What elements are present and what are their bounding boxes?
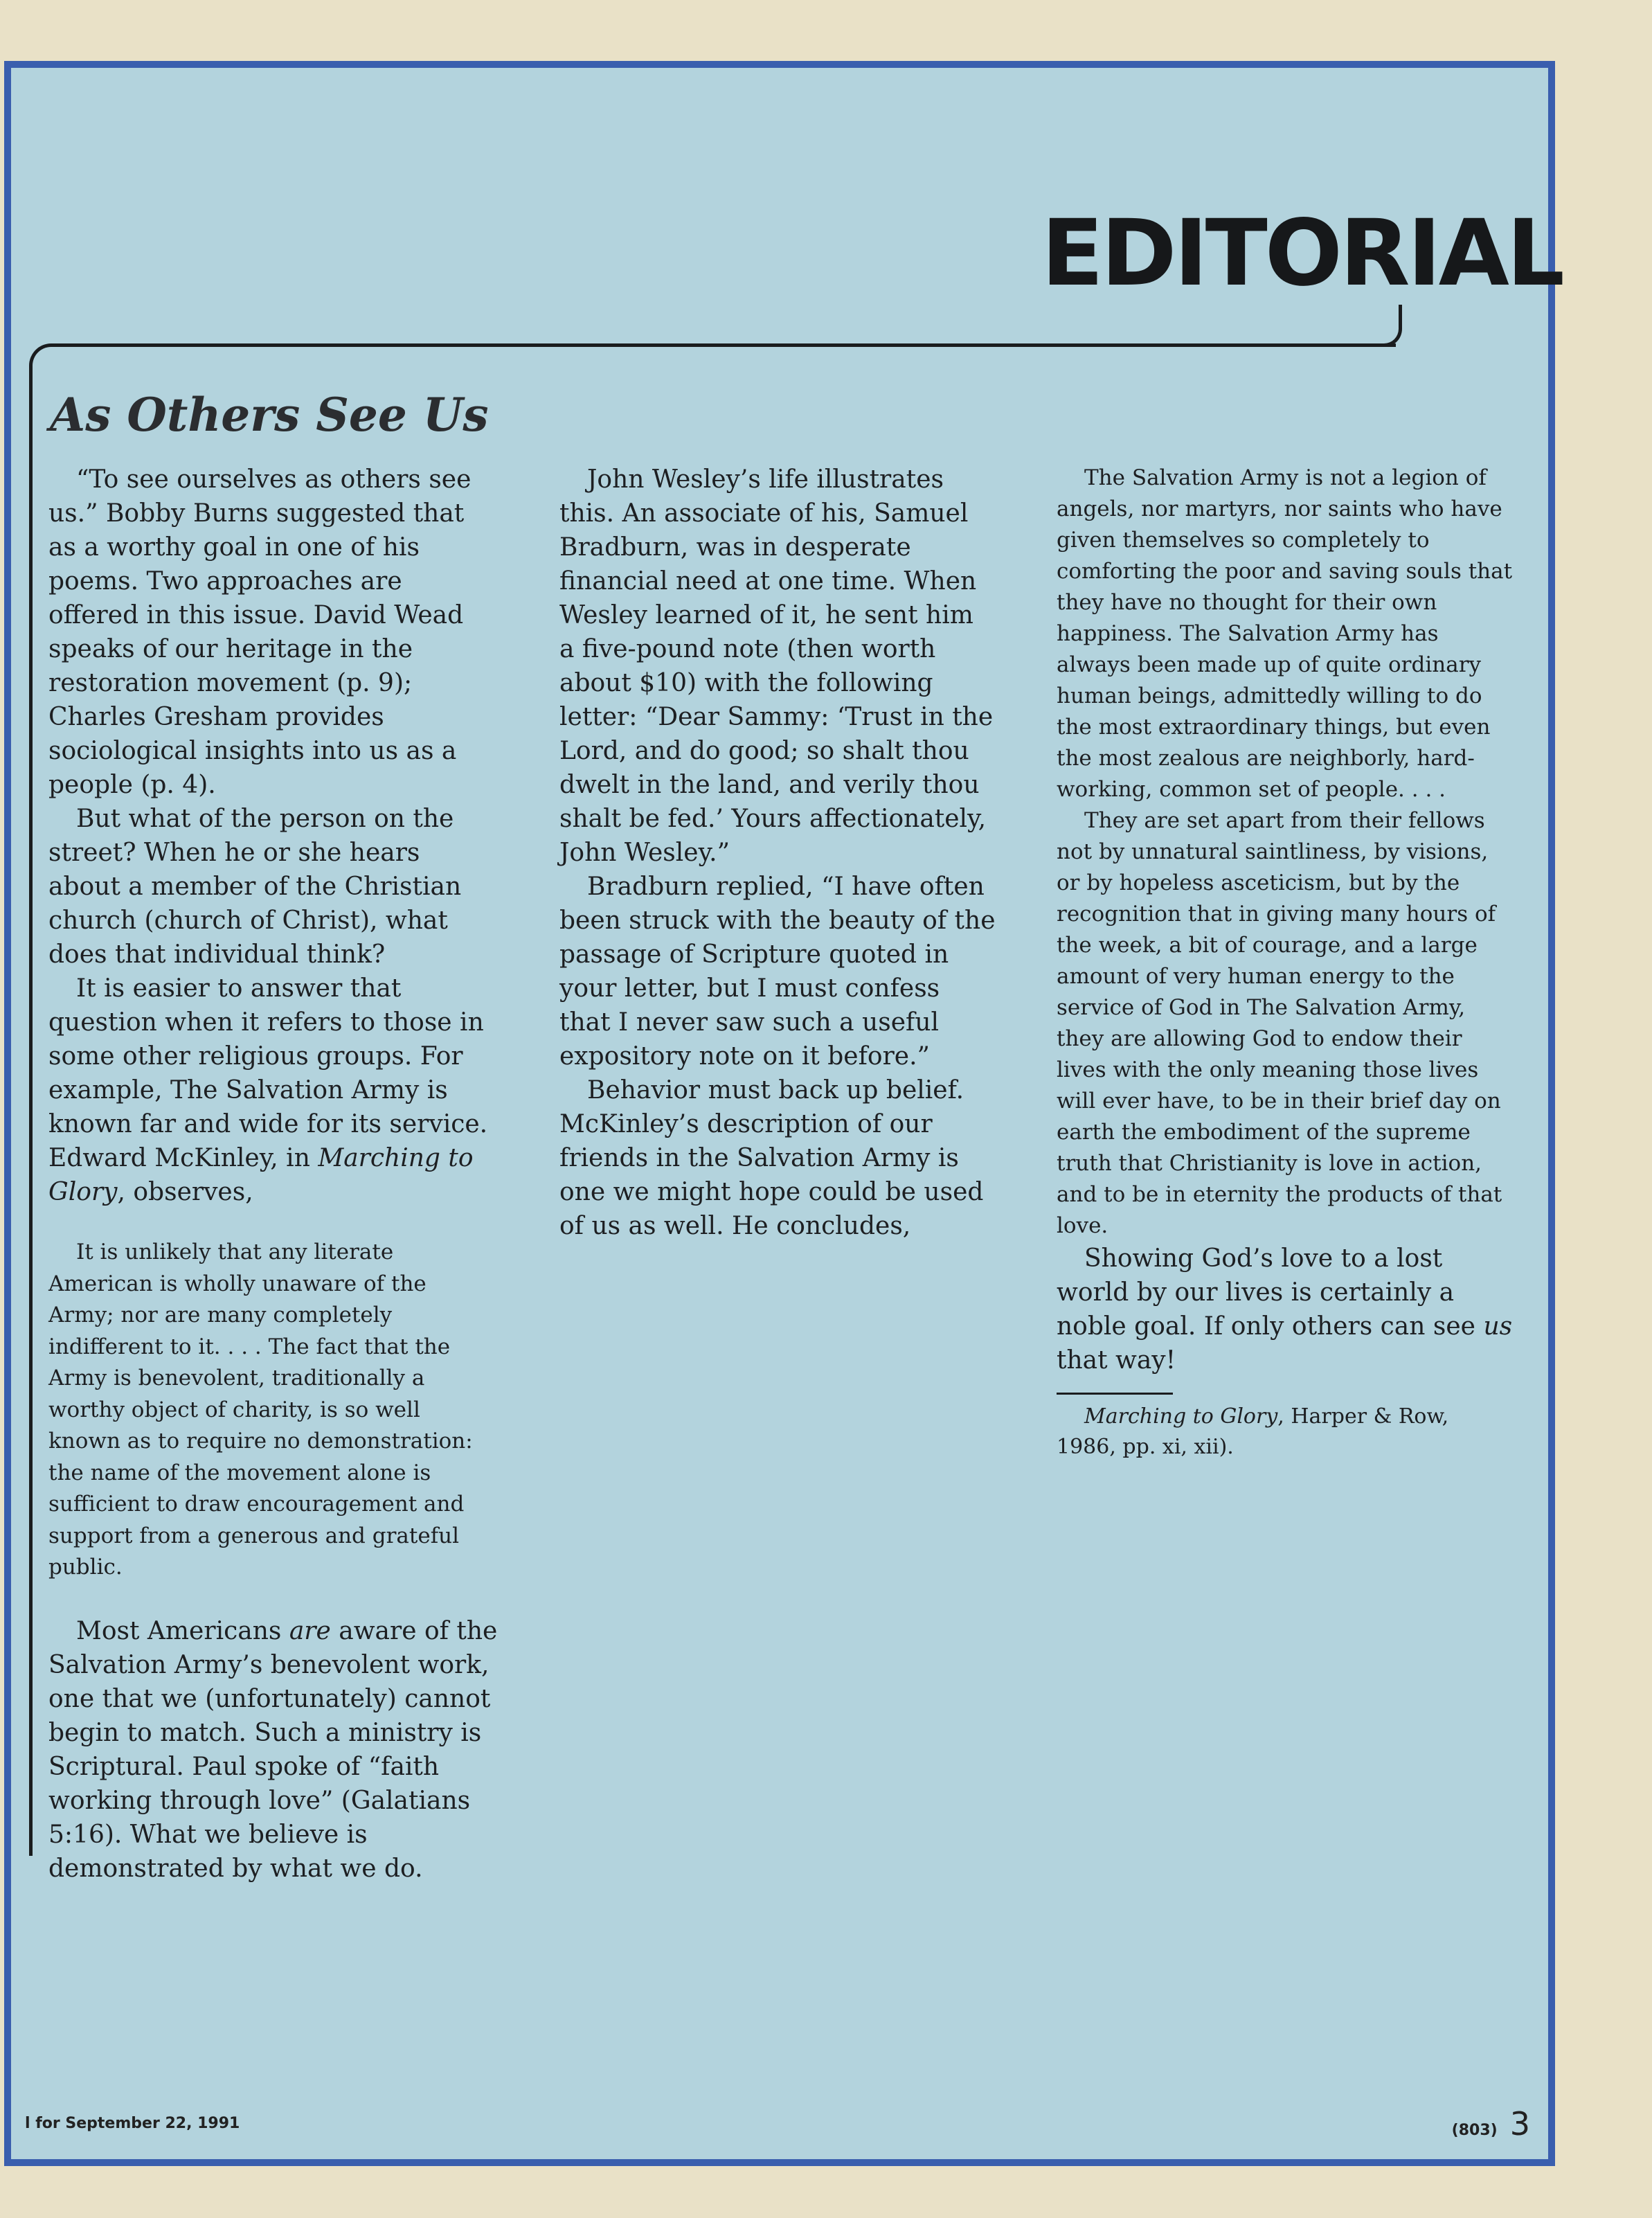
paragraph: It is easier to answer that question when it refers to those in some other religious groups. For example, The Salvation Army is known far and wide for its service. Edward McKinley, in Marching to Glory, observes, bbox=[48, 974, 488, 1206]
column-1 bbox=[48, 463, 499, 1886]
quote-text: It is unlikely that any literate American is wholly unaware of the Army; nor are many completely indifferent to it. . . . The fact that the Army is benevolent, traditionally a worthy object of charity, is so well known as to require no demonstration: the name of the movement alone is sufficient to draw encouragement and support from a generous and grateful public. bbox=[48, 1240, 473, 1580]
quote-text: They are set apart from their fellows not by unnatural saintliness, by visions, or by hopeless asceticism, but by the recognition that in giving many hours of the week, a bit of courage, and a large amount of very human energy to the service of God in The Salvation Army, they are allowing God to endow their lives with the only meaning those lives will ever have, to be in their brief day on earth the embodiment of the supreme truth that Christianity is love in action, and to be in eternity the products of that love. bbox=[1057, 808, 1502, 1238]
page-number: 3 bbox=[1509, 2105, 1530, 2143]
column-3 bbox=[1057, 463, 1514, 1463]
page-folio bbox=[1452, 2105, 1530, 2143]
article-headline: As Others See Us bbox=[50, 388, 489, 442]
paragraph: Behavior must back up belief. McKinley’s description of our friends in the Salvation Army is one we might hope could be used of us as well. He concludes, bbox=[559, 1076, 984, 1240]
column-rule bbox=[29, 367, 33, 1856]
paragraph: Most Americans are aware of the Salvation Army’s benevolent work, one that we (unfortunately) cannot begin to match. Such a ministry is Scriptural. Paul spoke of “faith working through love” (Galatians 5:16). What we believe is demonstrated by what we do. bbox=[48, 1616, 498, 1883]
folio-code: (803) bbox=[1451, 2122, 1498, 2139]
paragraph: Bradburn replied, “I have often been struck with the beauty of the passage of Scripture quoted in your letter, but I must confess that I never saw such a useful expository note on it before.” bbox=[559, 873, 996, 1071]
footnote: Marching to Glory, Harper & Row, 1986, pp. xi, xii). bbox=[1057, 1404, 1449, 1459]
paragraph: But what of the person on the street? When he or she hears about a member of the Christian church (church of Christ), what does that individual think? bbox=[48, 805, 462, 969]
block-quote bbox=[48, 1237, 499, 1584]
quote-text: The Salvation Army is not a legion of angels, nor martyrs, nor saints who have given themselves so completely to comforting the poor and saving souls that they have no thought for their own happiness. The Salvation Army has always been made up of quite ordinary human beings, admittedly willing to do the most extraordinary things, but even the most zealous are neighborly, hard-working, common set of people. . . . bbox=[1057, 465, 1513, 802]
masthead-rule bbox=[53, 343, 1396, 347]
paragraph: John Wesley’s life illustrates this. An associate of his, Samuel Bradburn, was in desperate financial need at one time. When Wesley learned of it, he sent him a five-pound note (then worth about $10) with the following letter: “Dear Sammy: ‘Trust in the Lord, and do good; so shalt thou dwelt in the land, and verily thou shalt be fed.’ Yours affectionately, John Wesley.” bbox=[559, 465, 994, 867]
footnote-rule bbox=[1057, 1393, 1173, 1395]
footer-date: l for September 22, 1991 bbox=[25, 2115, 240, 2132]
closing-paragraph: Showing God’s love to a lost world by our lives is certainly a noble goal. If only others can see us that way! bbox=[1057, 1244, 1513, 1375]
column-2 bbox=[559, 463, 996, 1243]
section-masthead: EDITORIAL bbox=[1041, 200, 1562, 307]
paragraph: “To see ourselves as others see us.” Bobby Burns suggested that as a worthy goal in one of his poems. Two approaches are offered in this issue. David Wead speaks of our heritage in the restoration movement (p. 9); Charles Gresham provides sociological insights into us as a people (p. 4). bbox=[48, 465, 472, 799]
